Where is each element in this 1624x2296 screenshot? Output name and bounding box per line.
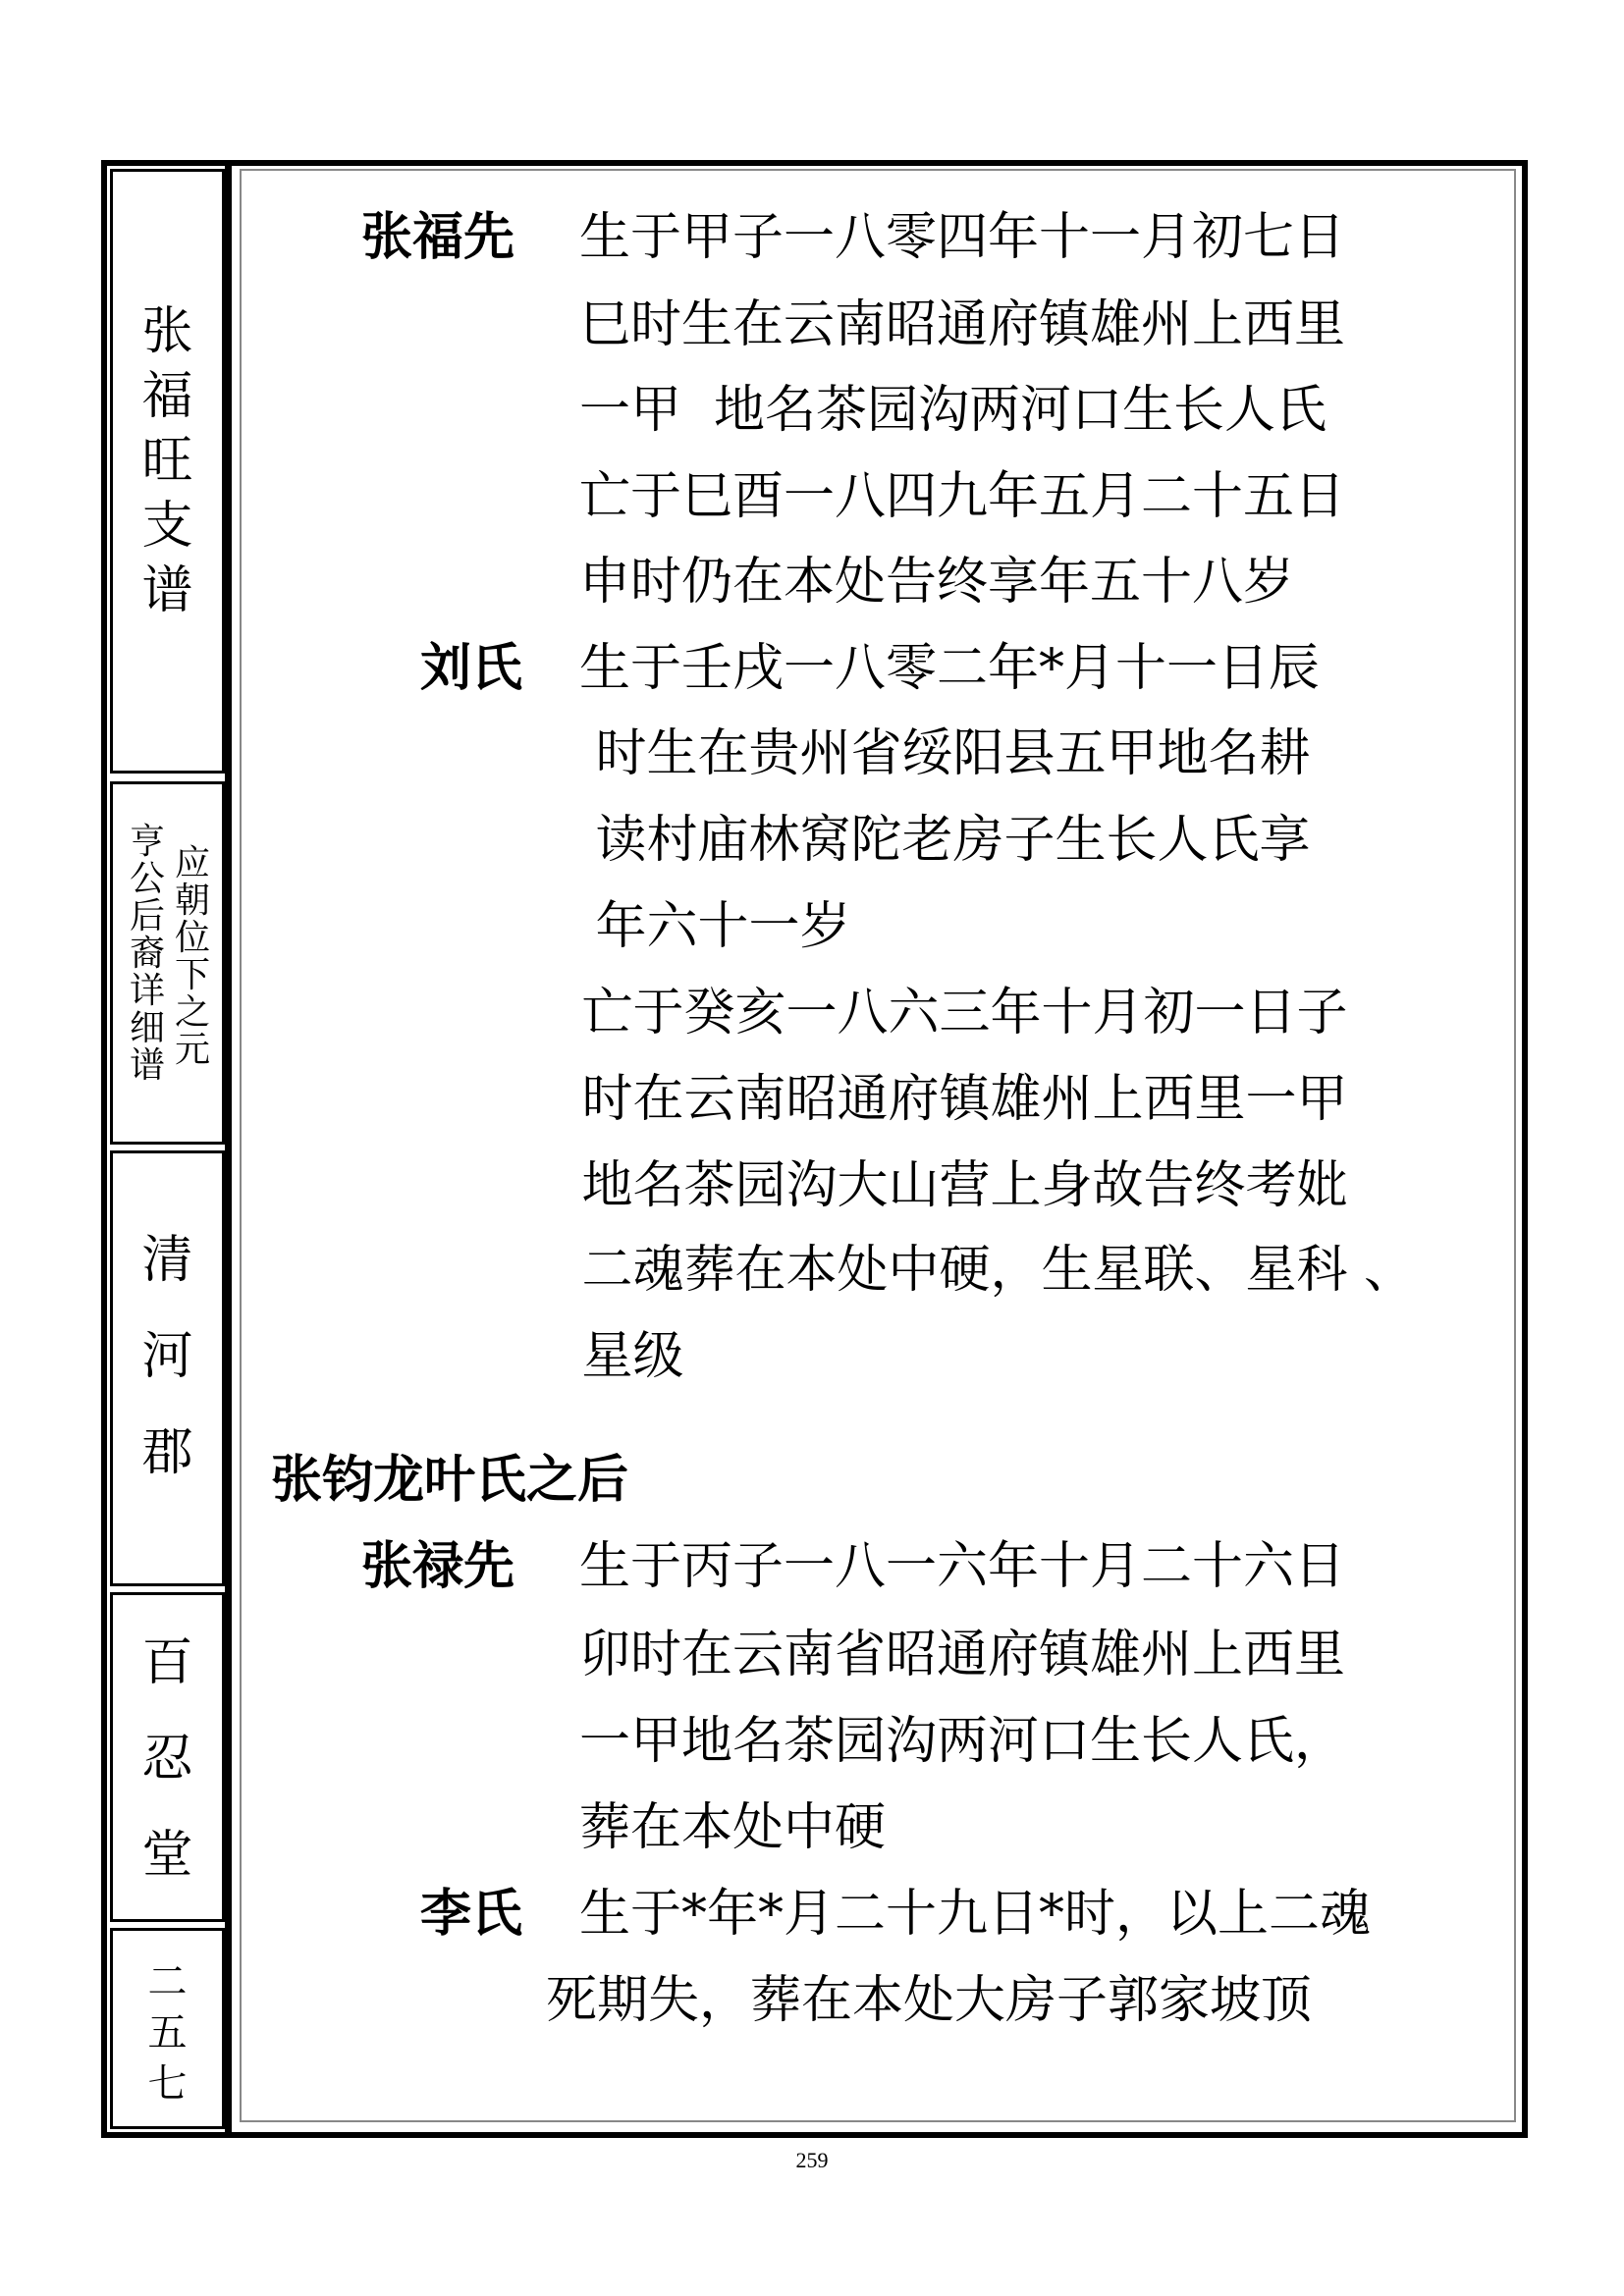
sidebar-hall-char: 百 [141,1633,193,1692]
sidebar-title-char: 福 [141,367,193,426]
sidebar-subtitle [123,824,216,1138]
subtitle-char: 细 [129,1008,165,1048]
subtitle-char: 之 [174,992,210,1033]
entry-line: 卯时在云南省昭通府镇雄州上西里 [579,1626,1346,1684]
person-name: 李氏 [420,1885,523,1944]
sidebar-page-char: 七 [147,2061,188,2107]
sidebar-place-char: 郡 [141,1423,193,1482]
sidebar-place-box [110,1150,225,1586]
entry-line: 星级 [566,1327,684,1386]
sidebar-place-char: 清 [141,1231,193,1290]
subtitle-char: 元 [174,1030,210,1070]
subtitle-char: 后 [129,896,165,936]
subtitle-char: 朝 [174,881,210,921]
sidebar-title-box [110,169,225,774]
sidebar-title-char: 支 [141,497,193,556]
subtitle-col-right [170,845,215,1069]
page-number: 259 [795,2148,829,2172]
entry-line: 读村庙林窝陀老房子生长人氏享 [579,811,1311,870]
person-name: 张福先 [361,208,515,267]
entry-line: 葬在本处中硬 [579,1798,887,1857]
person-name: 张禄先 [361,1537,515,1596]
subtitle-char: 公 [129,859,165,899]
entry-line: 一甲地名茶园沟两河口生长人氏， [579,1712,1346,1771]
subtitle-char: 位 [174,918,210,958]
sidebar-page-char: 二 [147,1959,188,2004]
sidebar-place-char: 河 [141,1327,193,1386]
sidebar-hall-char: 堂 [141,1826,193,1885]
frame-divider [225,166,232,2132]
sidebar-title-char: 张 [141,302,193,361]
sidebar-title-char: 谱 [141,561,193,620]
sidebar-hall-char: 忍 [141,1730,193,1789]
person-name: 刘氏 [420,639,523,698]
entry-line: 生于壬戌一八零二年*月十一日辰 [579,639,1321,698]
sidebar-hall-box [110,1592,225,1922]
sidebar-subtitle-box [110,781,225,1145]
subtitle-char: 谱 [129,1045,165,1086]
entry-line: 时生在贵州省绥阳县五甲地名耕 [579,724,1311,783]
entry-line: 生于甲子一八零四年十一月初七日 [579,208,1346,267]
entry-line: 时在云南昭通府镇雄州上西里一甲 [566,1070,1348,1129]
entry-line: 生于丙子一八一六年十月二十六日 [579,1537,1346,1596]
sidebar [110,169,225,2129]
entry-line: 申时仍在本处告终享年五十八岁 [579,553,1295,612]
subtitle-char: 应 [174,843,210,883]
subtitle-col-left [125,824,170,1085]
entry-line: 一甲 地名茶园沟两河口生长人氏 [579,381,1327,440]
entry-line: 亡于巳酉一八四九年五月二十五日 [579,467,1346,526]
subtitle-char: 详 [129,971,165,1011]
sidebar-title-char: 旺 [141,432,193,491]
section-heading: 张钧龙叶氏之后 [271,1451,629,1510]
entry-line: 二魂葬在本处中硬，生星联、星科 、 [566,1241,1416,1300]
entry-line: 地名茶园沟大山营上身故告终考妣 [566,1156,1348,1215]
subtitle-char: 裔 [129,934,165,974]
entry-line: 死期失，葬在本处大房子郭家坡顶 [546,1971,1313,2030]
sidebar-page-box [110,1928,225,2129]
subtitle-char: 下 [174,955,210,995]
subtitle-char: 亨 [129,822,165,862]
entry-line: 亡于癸亥一八六三年十月初一日子 [566,984,1348,1042]
entry-line: 年六十一岁 [579,897,851,956]
entry-line: 生于*年*月二十九日*时，以上二魂 [579,1885,1372,1944]
sidebar-page-char: 五 [147,2010,188,2056]
entry-line: 巳时生在云南昭通府镇雄州上西里 [579,295,1346,354]
